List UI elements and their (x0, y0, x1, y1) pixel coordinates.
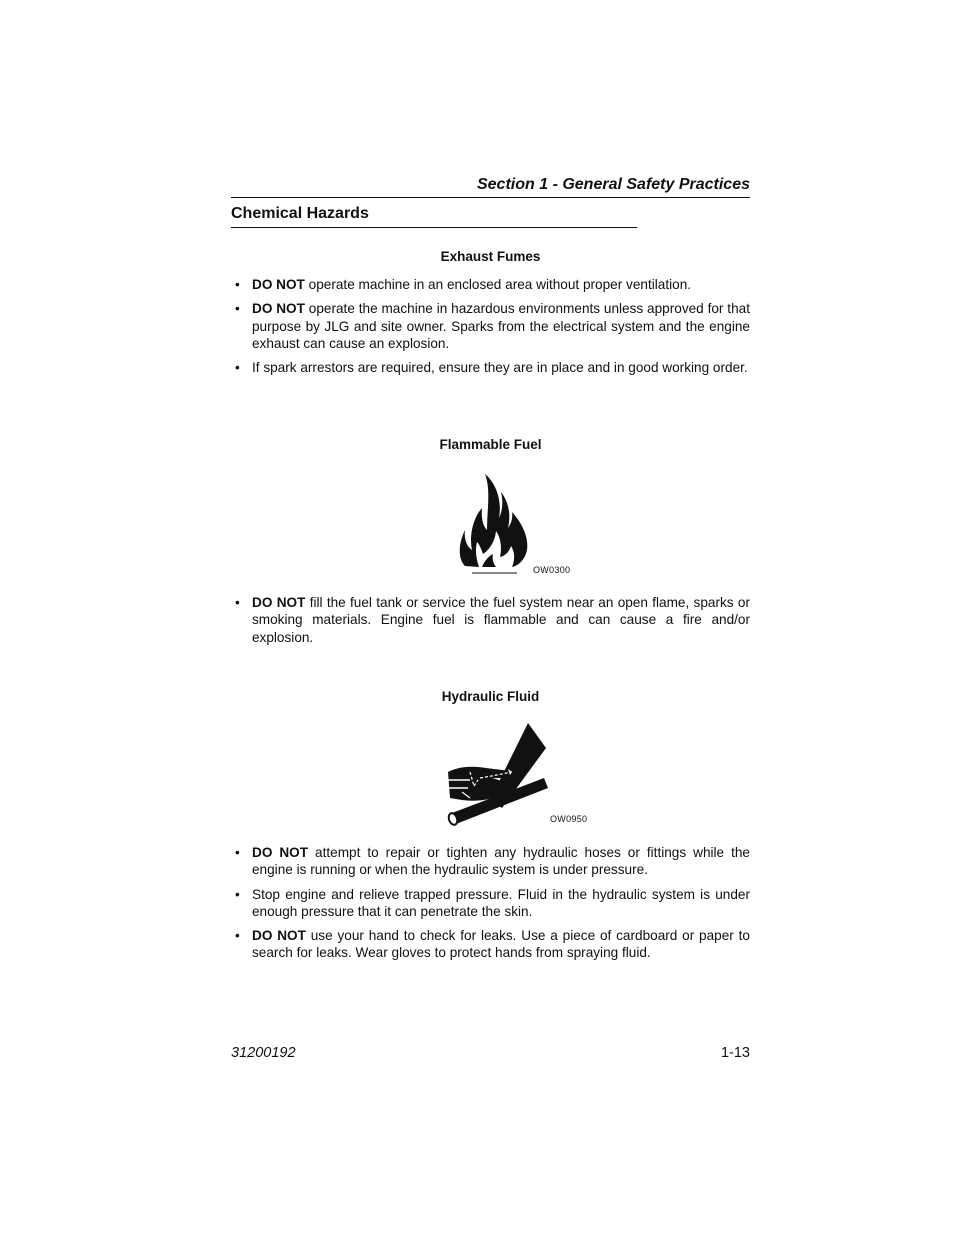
doc-number: 31200192 (231, 1045, 296, 1061)
bullet-text: operate the machine in hazardous environments unless approved for that purpose by JLG and site owner. Sparks from the electrical system and the engine exhaust can cause an explosion. (252, 301, 750, 351)
hydraulic-fluid-list (231, 844, 750, 969)
list-item (231, 844, 750, 879)
list-item (231, 359, 750, 376)
do-not-lead: DO NOT (252, 277, 305, 292)
flame-icon (455, 468, 540, 576)
flammable-fuel-subhead: Flammable Fuel (439, 437, 542, 452)
bullet-text: fill the fuel tank or service the fuel system near an open flame, sparks or smoking materials. Engine fuel is flammable and can cause a fire and/or explosion. (252, 595, 750, 645)
do-not-lead: DO NOT (252, 595, 306, 610)
flammable-fuel-list (231, 594, 750, 653)
list-item (231, 886, 750, 921)
figure-code: OW0950 (550, 814, 588, 824)
list-item (231, 276, 750, 293)
page-heading: Chemical Hazards (231, 205, 637, 228)
page-number: 1-13 (720, 1045, 750, 1061)
list-item (231, 300, 750, 352)
bullet-text: operate machine in an enclosed area without proper ventilation. (304, 277, 692, 292)
hydraulic-injection-icon (440, 720, 550, 830)
hydraulic-fluid-subhead: Hydraulic Fluid (441, 689, 540, 704)
list-item (231, 594, 750, 646)
do-not-lead: DO NOT (252, 845, 309, 860)
do-not-lead: DO NOT (252, 928, 306, 944)
list-item (231, 927, 750, 962)
exhaust-fumes-list (231, 276, 750, 383)
do-not-lead: DO NOT (252, 301, 305, 317)
bullet-text: Stop engine and relieve trapped pressure. Fluid in the hydraulic system is under enough pressure that it can penetrate the skin. (252, 886, 750, 919)
bullet-text: attempt to repair or tighten any hydraulic hoses or fittings while the engine is running or when the hydraulic system is under pressure. (252, 845, 750, 878)
exhaust-fumes-subhead: Exhaust Fumes (440, 249, 541, 264)
bullet-text: If spark arrestors are required, ensure they are in place and in good working order. (252, 360, 748, 376)
section-title: Section 1 - General Safety Practices (231, 176, 750, 198)
figure-code: OW0300 (533, 565, 571, 575)
bullet-text: use your hand to check for leaks. Use a piece of cardboard or paper to search for leaks. Wear gloves to protect hands from spraying fluid. (252, 928, 750, 961)
